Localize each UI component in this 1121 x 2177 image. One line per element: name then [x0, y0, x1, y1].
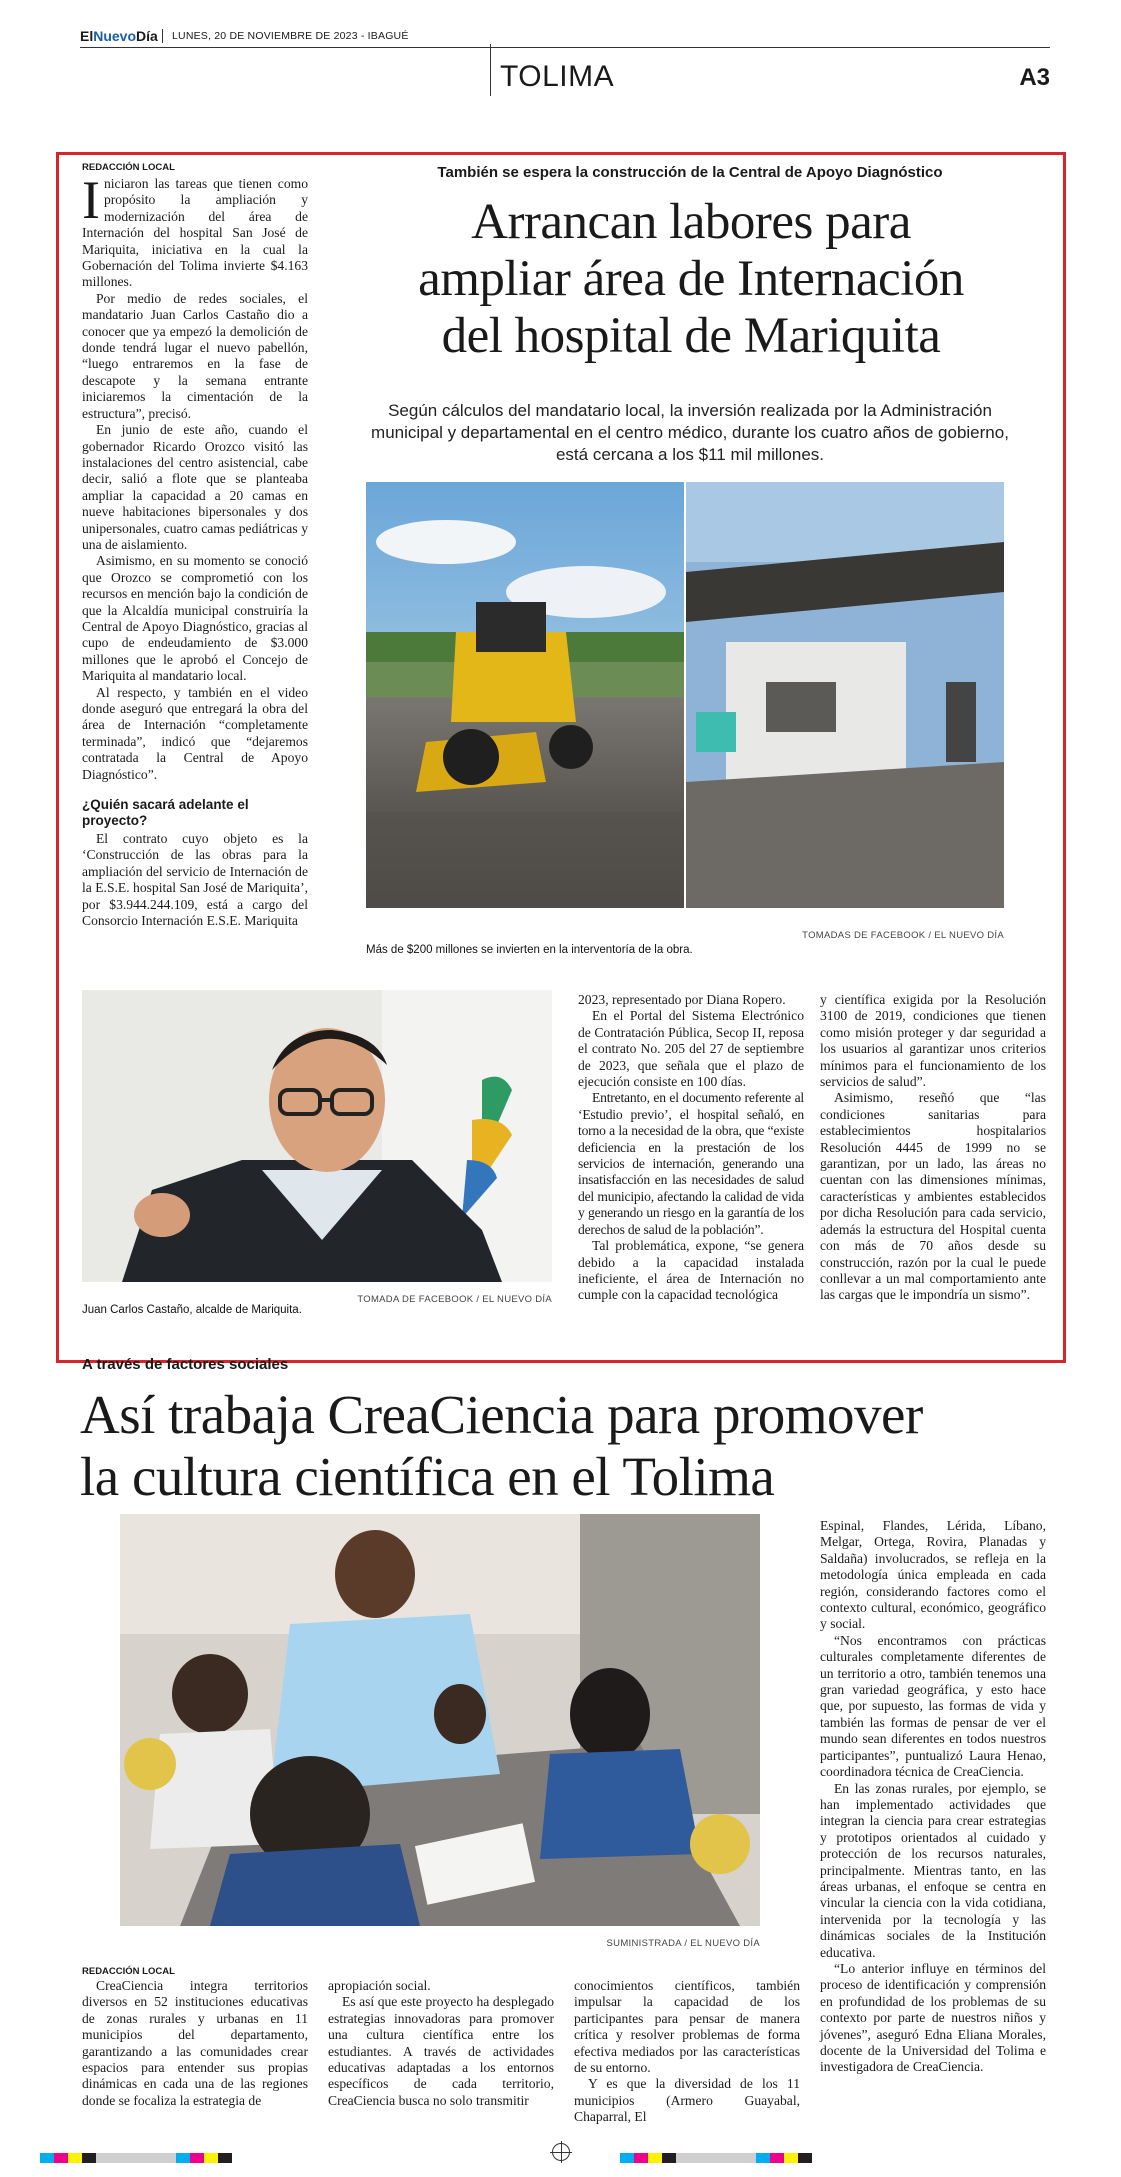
article1-kicker: También se espera la construcción de la Central de Apoyo Diagnóstico [437, 164, 943, 181]
paragraph: El contrato cuyo objeto es la ‘Construcción de las obras para la ampliación del servicio de Internación de la E.S.E. hospital San José de Mariquita’, por $3.944.244.109, está a cargo del Consorcio Internación E.S.E. Mariquita [82, 831, 308, 929]
section-separator [490, 44, 491, 96]
article2-col1 [82, 1978, 308, 2109]
portrait-photo-caption: Juan Carlos Castaño, alcalde de Mariquita. [82, 1304, 302, 1316]
portrait-photo [82, 990, 552, 1282]
paragraph: Es así que este proyecto ha desplegado estrategias innovadoras para promover una cultura científica entre los estudiantes. A través de actividades educativas adaptadas a los entornos específicos de cada territorio, CreaCiencia busca no solo transmitir [328, 1994, 554, 2108]
paragraph: Iniciaron las tareas que tienen como propósito la ampliación y modernización del área de Internación del hospital San José de Mariquita, iniciativa en la cual la Gobernación del Tolima invierte $4.163 millones. [82, 170, 308, 290]
dateline-separator [162, 29, 163, 43]
construction-photo-image [366, 482, 1004, 908]
paragraph: Asimismo, en su momento se conoció que Orozco se comprometió con los recursos en mención bajo la condición de que la Alcaldía municipal construiría la Central de Apoyo Diagnóstico, gracias al cupo de endeudamiento de $3.000 millones que le aprobó el Concejo de Mariquita al mandatario local. [82, 553, 308, 684]
paragraph: Al respecto, y también en el video donde aseguró que entregará la obra del área de Internación “completamente terminada”, indicó que “dejaremos contratada la Central de Apoyo Diagnóstico”. [82, 684, 308, 782]
portrait-image [82, 990, 552, 1282]
registration-mark-icon [552, 2143, 570, 2161]
paragraph: Asimismo, reseñó que “las condiciones sanitarias para establecimientos hospitalarios Resolución 4445 de 1999 no se garantizan, por un lado, las áreas no cuentan con las dimensiones mínimas, características y ambientes establecidos por dicha Resolución para cada servicio, además la estructura del Hospital cuenta con más de 70 años desde su construcción, razón por la cual le puede conllevar a un mal comportamiento ante las cargas que le impondría un sismo”. [820, 1090, 1046, 1303]
paragraph: Espinal, Flandes, Lérida, Líbano, Melgar, Ortega, Rovira, Planadas y Saldaña) involucrados, se refleja en la metodología única empleada en cada región, considerando factores como el contexto cultural, económico, geográfico y social. [820, 1518, 1046, 1632]
subhead: ¿Quién sacará adelante el proyecto? [82, 797, 249, 829]
article2-side-col [820, 1518, 1046, 2076]
paragraph: En las zonas rurales, por ejemplo, se han implementado actividades que integran la ciencia para crear estrategias y prototipos orientados al cuidado y protección de los recursos naturales, principalmente. Mientras tanto, en las áreas urbanas, el enfoque se centra en vincular la ciencia con la vida cotidiana, intervenida por la tecnología y las dinámicas sociales de la Institución educativa. [820, 1780, 1046, 1960]
article1-col1 [82, 170, 308, 929]
print-color-bar-right [620, 2150, 812, 2168]
portrait-photo-credit: TOMADA DE FACEBOOK / EL NUEVO DÍA [357, 1294, 552, 1305]
article1-byline: REDACCIÓN LOCAL [82, 162, 175, 173]
article1-col3 [578, 992, 804, 1304]
paragraph: “Lo anterior influye en términos del proceso de identificación y comprensión en profundidad de los problemas de su contexto por parte de nuestros niños y jóvenes”, aseguró Edna Eliana Morales, docente de la Universidad del Tolima e investigadora de CreaCiencia. [820, 1960, 1046, 2075]
masthead [80, 28, 1050, 98]
paragraph: conocimientos científicos, también impulsar la capacidad de los participantes para pensar de manera crítica y resolver problemas de forma efectiva mediados por las características de su entorno. [574, 1978, 800, 2076]
article2-col3 [574, 1978, 800, 2126]
paragraph: apropiación social. [328, 1978, 431, 1993]
article1-deck: Según cálculos del mandatario local, la inversión realizada por la Administración municipal y departamental en el centro médico, durante los cuatro años de gobierno, está cercana a los $11 mil millones. [371, 401, 1009, 464]
brand-logo: ElNuevoDía [80, 28, 158, 44]
construction-photo-credit: TOMADAS DE FACEBOOK / EL NUEVO DÍA [802, 930, 1004, 941]
article2-kicker: A través de factores sociales [82, 1356, 289, 1373]
article1-headline: Arrancan labores para ampliar área de Internación del hospital de Mariquita [418, 194, 964, 364]
page-number: A3 [1019, 64, 1050, 91]
masthead-rule [80, 47, 1050, 48]
paragraph: Y es que la diversidad de los 11 municipios (Armero Guayabal, Chaparral, El [574, 2076, 800, 2125]
classroom-image [120, 1514, 760, 1926]
classroom-photo [120, 1514, 760, 1926]
article1-col4 [820, 992, 1046, 1304]
construction-photo-caption: Más de $200 millones se invierten en la interventoría de la obra. [366, 944, 693, 956]
paragraph: y científica exigida por la Resolución 3100 de 2019, condiciones que tienen como misión proteger y dar seguridad a los usuarios al garantizar unos criterios mínimos para el funcionamiento de los servicios de salud”. [820, 992, 1046, 1090]
paragraph: CreaCiencia integra territorios diversos en 52 instituciones educativas de zonas rurales y urbanas en 11 municipios del departamento, garantizando a las comunidades crear espacios para entender sus propias dinámicas en cada una de las regiones donde se focaliza la estrategia de [82, 1978, 308, 2108]
paragraph: 2023, representado por Diana Ropero. [578, 992, 786, 1007]
paragraph: En junio de este año, cuando el gobernador Ricardo Orozco visitó las instalaciones del centro asistencial, cabe decir, salió a flote que se planteaba ampliar la capacidad a 20 camas en nueve habitaciones bipersonales y dos unipersonales, cuatro camas pediátricas y una de aislamiento. [82, 422, 308, 552]
paragraph: Tal problemática, expone, “se genera debido a la capacidad instalada ineficiente, el área de Internación no cumple con la capacidad tecnológica [578, 1238, 804, 1303]
paragraph: “Nos encontramos con prácticas culturales completamente diferentes de un territorio a otro, también tenemos una gran variedad geográfica, y esto hace que, por supuesto, las formas de vida y también las formas de pensar de ver el mundo sean diferentes en todos nuestros participantes”, puntualizó Laura Henao, coordinadora técnica de CreaCiencia. [820, 1632, 1046, 1780]
paragraph: En el Portal del Sistema Electrónico de Contratación Pública, Secop II, reposa el contrato No. 205 del 27 de septiembre de 2023, que señala que el plazo de ejecución consiste en 100 días. [578, 1008, 804, 1090]
paragraph: Por medio de redes sociales, el mandatario Juan Carlos Castaño dio a conocer que ya empezó la demolición de donde tendrá lugar el nuevo pabellón, “luego entraremos en la fase de descapote y la semana entrante iniciaremos la cimentación de la estructura”, precisó. [82, 290, 308, 421]
print-color-bar-left [40, 2150, 232, 2168]
paragraph: Entretanto, en el documento referente al ‘Estudio previo’, el hospital señaló, en torno a la necesidad de la obra, que “existe deficiencia en la prestación de los servicios de internación, generando una insatisfacción en las necesidades de salud del municipio, afectando la calidad de vida y generando un riesgo en la garantía de los derechos de salud de la población”. [578, 1090, 804, 1237]
section-name: TOLIMA [500, 60, 615, 93]
article2-headline: Así trabaja CreaCiencia para promover la cultura científica en el Tolima [80, 1384, 923, 1507]
article2-col2 [328, 1978, 554, 2109]
classroom-photo-credit: SUMINISTRADA / EL NUEVO DÍA [606, 1938, 760, 1949]
article2-byline: REDACCIÓN LOCAL [82, 1966, 175, 1977]
construction-photo [366, 482, 1004, 908]
dateline: LUNES, 20 DE NOVIEMBRE DE 2023 - IBAGUÉ [172, 30, 409, 42]
